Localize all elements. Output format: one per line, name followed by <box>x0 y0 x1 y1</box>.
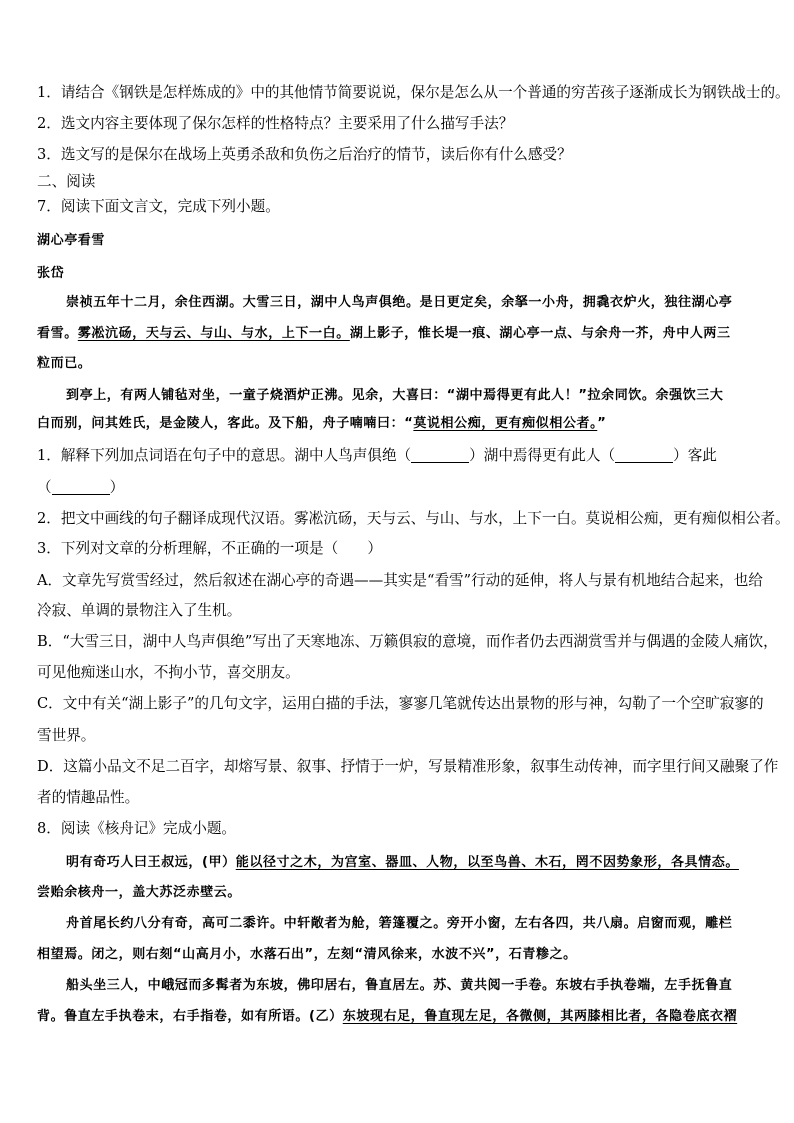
subquestion-text: ）湖中焉得更有此人（ <box>469 447 616 464</box>
underlined-sentence: 雾凇沆砀，天与云、与山、与水，上下一白。 <box>77 326 350 341</box>
passage-title: 湖心亭看雪 <box>37 233 106 248</box>
passage-line: 粒而已。 <box>37 356 92 371</box>
passage-text: ” <box>597 416 607 431</box>
passage-line: 崇祯五年十二月，余住西湖。大雪三日，湖中人鸟声俱绝。是日更定矣，余拏一小舟，拥毳衣炉火，独往湖心亭 <box>66 295 733 310</box>
question-8-prompt: 8．阅读《核舟记》完成小题。 <box>37 820 237 837</box>
option-b: B．“大雪三日，湖中人鸟声俱绝”写出了天寒地冻、万籁俱寂的意境，而作者仍去西湖赏雪并与偶遇的金陵人痛饮， <box>37 633 778 650</box>
option-c: C．文中有关“湖上影子”的几句文字，运用白描的手法，寥寥几笔就传达出景物的形与神，勾勒了一个空旷寂寥的 <box>37 695 764 712</box>
option-d-cont: 者的情趣品性。 <box>37 789 140 806</box>
passage-line: 尝贻余核舟一，盖大苏泛赤壁云。 <box>37 885 242 900</box>
underlined-sentence: 莫说相公痴，更有痴似相公者。 <box>413 416 598 431</box>
section-heading: 二、阅读 <box>37 173 96 190</box>
option-a-cont: 冷寂、单调的景物注入了生机。 <box>37 602 242 619</box>
question-1-text: 1．请结合《钢铁是怎样炼成的》中的其他情节简要说说，保尔是怎么从一个普通的穷苦孩子逐渐成长为钢铁战士的。 <box>37 84 790 101</box>
option-b-cont: 可见他痴迷山水，不拘小节，喜交朋友。 <box>37 664 300 681</box>
passage-text: 白而别，问其姓氏，是金陵人，客此。及下船，舟子喃喃曰：“ <box>37 416 414 431</box>
question-3-text: 3．选文写的是保尔在战场上英勇杀敌和负伤之后治疗的情节，读后你有什么感受？ <box>37 146 572 163</box>
passage-line: 船头坐三人，中峨冠而多髯者为东坡，佛印居右，鲁直居左。苏、黄共阅一手卷。东坡右手执卷端，左手抚鲁直 <box>66 978 733 993</box>
answer-blank[interactable] <box>615 448 673 463</box>
passage-line: 相望焉。闭之，则右刻“山高月小，水落石出”，左刻“清风徐来，水波不兴”，石青糁之。 <box>37 947 577 962</box>
subquestion-1 <box>37 446 717 466</box>
subquestion-text: （ <box>37 479 52 496</box>
question-7-prompt: 7．阅读下面文言文，完成下列小题。 <box>37 198 280 215</box>
option-c-cont: 雪世界。 <box>37 727 96 744</box>
passage-text: 看雪。 <box>37 326 78 341</box>
passage-line: 舟首尾长约八分有奇，高可二黍许。中轩敞者为舱，箬篷覆之。旁开小窗，左右各四，共八扇。启窗而观，雕栏 <box>66 916 733 931</box>
passage-line <box>37 414 606 434</box>
subquestion-text: 1．解释下列加点词语在句子中的意思。湖中人鸟声俱绝（ <box>37 447 412 464</box>
passage-text: 背。鲁直左手执卷末，右手指卷，如有所语。(乙） <box>37 1009 343 1024</box>
option-a: A．文章先写赏雪经过，然后叙述在湖心亭的奇遇——其实是“看雪”行动的延伸，将人与景有机地结合起来，也给 <box>37 572 763 589</box>
underlined-sentence: 东坡现右足，鲁直现左足，各微侧，其两膝相比者，各隐卷底衣褶 <box>342 1009 738 1024</box>
underlined-sentence: 能以径寸之木，为宫室、器皿、人物，以至鸟兽、木石，罔不因势象形，各具情态。 <box>235 855 739 870</box>
subquestion-2: 2．把文中画线的句子翻译成现代汉语。雾凇沆砀，天与云、与山、与水，上下一白。莫说相公痴，更有痴似相公者。 <box>37 510 790 527</box>
passage-line: 到亭上，有两人铺毡对坐，一童子烧酒炉正沸。见余，大喜曰：“湖中焉得更有此人！”拉余同饮。余强饮三大 <box>66 388 724 403</box>
passage-line <box>37 324 731 344</box>
passage-line <box>66 853 739 873</box>
subquestion-text: ） <box>109 479 125 496</box>
subquestion-1-cont <box>37 478 124 498</box>
passage-author: 张岱 <box>37 266 65 281</box>
subquestion-text: ）客此 <box>673 447 717 464</box>
passage-text: 明有奇巧人曰王叔远，(甲） <box>66 855 236 870</box>
answer-blank[interactable] <box>411 448 469 463</box>
option-d: D．这篇小品文不足二百字，却熔写景、叙事、抒情于一炉，写景精准形象，叙事生动传神，而字里行间又融聚了作 <box>37 758 779 775</box>
passage-text: 湖上影子，惟长堤一痕、湖心亭一点、与余舟一芥，舟中人两三 <box>349 326 731 341</box>
subquestion-3: 3．下列对文章的分析理解，不正确的一项是（ ） <box>37 540 382 557</box>
question-2-text: 2．选文内容主要体现了保尔怎样的性格特点？主要采用了什么描写手法？ <box>37 115 514 132</box>
answer-blank[interactable] <box>52 480 110 495</box>
passage-line <box>37 1007 737 1027</box>
